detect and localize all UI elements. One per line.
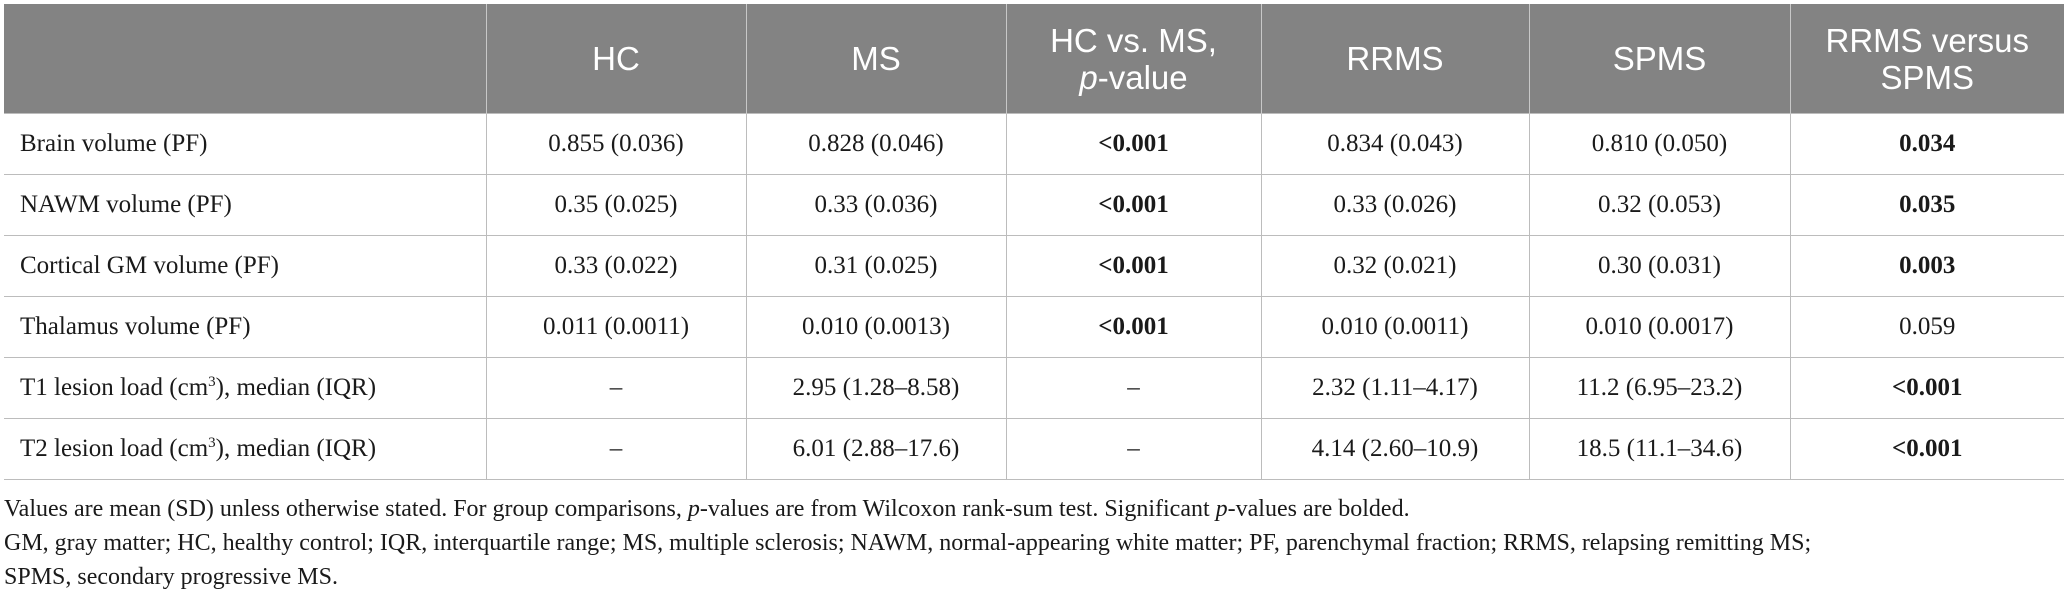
table-row: [4, 114, 2064, 175]
cell-ms: 0.33 (0.036): [746, 175, 1006, 236]
cell-rrms: 0.33 (0.026): [1261, 175, 1529, 236]
cell-rrms-vs-spms: 0.034: [1790, 114, 2064, 175]
table-row: [4, 236, 2064, 297]
cell-hc: 0.855 (0.036): [486, 114, 746, 175]
row-label-prefix: T2 lesion load (cm: [20, 435, 209, 462]
cell-rrms: 0.010 (0.0011): [1261, 297, 1529, 358]
row-label-superscript: 3: [208, 435, 216, 451]
cell-hc: 0.35 (0.025): [486, 175, 746, 236]
table-footnotes: [4, 492, 2064, 594]
row-label: NAWM volume (PF): [4, 175, 486, 236]
header-rrms-vs-spms: [1790, 4, 2064, 114]
cell-spms: 11.2 (6.95–23.2): [1529, 358, 1790, 419]
cell-hc-vs-ms: <0.001: [1006, 236, 1261, 297]
header-p-italic: p: [1079, 58, 1098, 96]
header-hc-vs-ms-line1: HC vs. MS,: [1050, 21, 1217, 59]
header-spms: SPMS: [1529, 4, 1790, 114]
table-row: [4, 175, 2064, 236]
row-label: [4, 419, 486, 480]
footnote-text: Values are mean (SD) unless otherwise stated. For group comparisons,: [4, 496, 688, 522]
cell-ms: 0.828 (0.046): [746, 114, 1006, 175]
cell-spms: 0.010 (0.0017): [1529, 297, 1790, 358]
cell-rrms: 0.32 (0.021): [1261, 236, 1529, 297]
header-ms: MS: [746, 4, 1006, 114]
footnote-abbreviations: GM, gray matter; HC, healthy control; IQR, interquartile range; MS, multiple sclerosis; NAWM, normal-appearing white matter; PF, parenchymal fraction; RRMS, relapsing remitting MS;: [4, 530, 1812, 556]
row-label: Brain volume (PF): [4, 114, 486, 175]
table-row: [4, 358, 2064, 419]
data-table-container: [4, 4, 2064, 480]
footnote-p-italic: p: [687, 496, 700, 522]
table-row: [4, 419, 2064, 480]
header-rrms-vs-spms-line1: RRMS versus: [1825, 21, 2030, 59]
row-label: Cortical GM volume (PF): [4, 236, 486, 297]
header-empty: [4, 4, 486, 114]
results-table: [4, 4, 2064, 480]
cell-hc: –: [486, 358, 746, 419]
cell-ms: 0.31 (0.025): [746, 236, 1006, 297]
cell-rrms-vs-spms: <0.001: [1790, 419, 2064, 480]
cell-ms: 6.01 (2.88–17.6): [746, 419, 1006, 480]
cell-spms: 18.5 (11.1–34.6): [1529, 419, 1790, 480]
cell-hc: –: [486, 419, 746, 480]
cell-spms: 0.30 (0.031): [1529, 236, 1790, 297]
cell-hc: 0.33 (0.022): [486, 236, 746, 297]
cell-hc-vs-ms: <0.001: [1006, 297, 1261, 358]
row-label-suffix: ), median (IQR): [215, 374, 377, 401]
cell-rrms-vs-spms: <0.001: [1790, 358, 2064, 419]
table-body: [4, 114, 2064, 480]
footnote-text: -values are bolded.: [1227, 496, 1410, 522]
row-label-prefix: T1 lesion load (cm: [20, 374, 209, 401]
header-hc: HC: [486, 4, 746, 114]
header-value-suffix: -value: [1097, 58, 1188, 96]
cell-ms: 0.010 (0.0013): [746, 297, 1006, 358]
cell-rrms-vs-spms: 0.003: [1790, 236, 2064, 297]
header-rrms: RRMS: [1261, 4, 1529, 114]
footnote-values: [4, 492, 2064, 526]
row-label: [4, 358, 486, 419]
cell-spms: 0.810 (0.050): [1529, 114, 1790, 175]
row-label-superscript: 3: [208, 374, 216, 390]
cell-hc-vs-ms: –: [1006, 419, 1261, 480]
footnote-abbreviations-cont: SPMS, secondary progressive MS.: [4, 564, 338, 590]
cell-rrms-vs-spms: 0.035: [1790, 175, 2064, 236]
table-row: [4, 297, 2064, 358]
cell-hc-vs-ms: –: [1006, 358, 1261, 419]
cell-rrms: 0.834 (0.043): [1261, 114, 1529, 175]
cell-spms: 0.32 (0.053): [1529, 175, 1790, 236]
footnote-p-italic: p: [1215, 496, 1228, 522]
header-row: [4, 4, 2064, 114]
header-hc-vs-ms: [1006, 4, 1261, 114]
cell-rrms: 4.14 (2.60–10.9): [1261, 419, 1529, 480]
row-label: Thalamus volume (PF): [4, 297, 486, 358]
header-rrms-vs-spms-line2: SPMS: [1880, 58, 1975, 96]
footnote-text: -values are from Wilcoxon rank-sum test. Significant: [699, 496, 1216, 522]
cell-hc-vs-ms: <0.001: [1006, 114, 1261, 175]
row-label-suffix: ), median (IQR): [215, 435, 377, 462]
cell-hc: 0.011 (0.0011): [486, 297, 746, 358]
cell-hc-vs-ms: <0.001: [1006, 175, 1261, 236]
cell-rrms: 2.32 (1.11–4.17): [1261, 358, 1529, 419]
cell-ms: 2.95 (1.28–8.58): [746, 358, 1006, 419]
cell-rrms-vs-spms: 0.059: [1790, 297, 2064, 358]
